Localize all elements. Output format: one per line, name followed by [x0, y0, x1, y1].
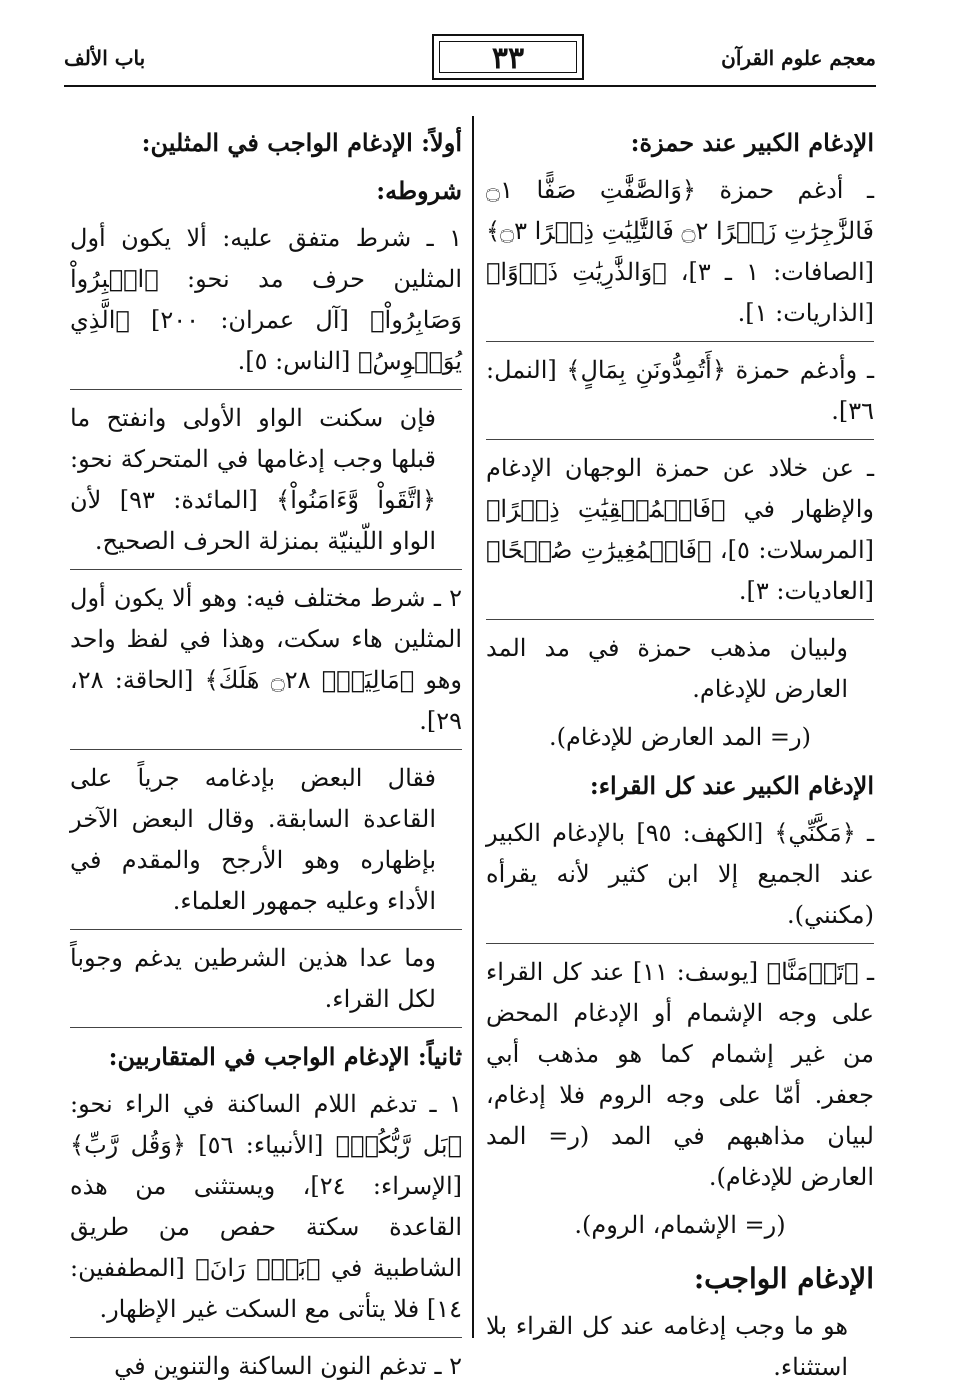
column-divider [472, 116, 474, 1338]
chapter-title: باب الألف [64, 46, 146, 70]
paragraph-rule [486, 341, 874, 342]
section-heading: شروطه: [376, 176, 462, 205]
page-number-frame [432, 34, 584, 80]
page-number: ٣٣ [491, 41, 525, 76]
paragraph-rule [70, 929, 462, 930]
section-heading: الإدغام الكبير عند حمزة: [630, 128, 874, 157]
section-heading: الإدغام الواجب: [693, 1262, 874, 1295]
paragraph: (ر= المد العارض للإدغام). [549, 723, 811, 751]
section-heading: أولاً: الإدغام الواجب في المثلين: [141, 128, 462, 157]
paragraph: ـ ﴿تَأۡمَنَّا﴾ [يوسف: ١١] عند كل القراء على وجه الإشمام أو الإدغام المحض من غير إشمام كما هو مذهب أبي جعفر. أمّا على وجه الروم فلا إدغام، لبيان مذاهبهم في المد (ر= المد العارض للإدغام). [486, 958, 875, 1191]
paragraph-rule [70, 749, 462, 750]
paragraph: ـ وأدغم حمزة ﴿أَتُمِدُّونَنِ بِمَالٍ﴾ [النمل: ٣٦]. [486, 356, 874, 425]
paragraph: ٢ ـ تدغم النون الساكنة والتنوين في [114, 1352, 462, 1380]
section-heading: الإدغام الكبير عند كل القراء: [589, 771, 874, 800]
page-header [64, 34, 876, 88]
paragraph: فقال البعض بإدغامه جرياً على القاعدة السابقة. وقال البعض الآخر بإظهاره وهو الأرجح والمقدم في الأداء وعليه جمهور العلماء. [70, 764, 436, 915]
book-title: معجم علوم القرآن [721, 46, 876, 70]
right-column [486, 122, 874, 1395]
left-column [70, 122, 462, 1394]
paragraph: فإن سكنت الواو الأولى وانفتح ما قبلها وجب إدغامها في المتحركة نحو: ﴿اتَّقَواْ وَّءَامَنُواْ﴾ [المائدة: ٩٣] لأن الواو اللّينيّة بمنزلة الحرف الصحيح. [70, 404, 436, 555]
paragraph-rule [70, 1027, 462, 1028]
paragraph: ٢ ـ شرط مختلف فيه: وهو ألا يكون أول المثلين هاء سكت، وهذا في لفظ واحد وهو ﴿مَالِيَهۡۜ ۝٢٨ هَلَكَ﴾ [الحاقة: ٢٨، ٢٩]. [70, 584, 462, 735]
paragraph: هو ما وجب إدغامه عند كل القراء بلا استثناء. [486, 1312, 848, 1381]
paragraph-rule [486, 439, 874, 440]
paragraph: وما عدا هذين الشرطين يدغم وجوباً لكل القراء. [70, 944, 436, 1013]
header-rule [64, 85, 876, 87]
paragraph: ١ ـ تدغم اللام الساكنة في الراء نحو: ﴿بَل رَّبُّكُمۡ﴾ [الأنبياء: ٥٦] ﴿وَقُل رَّبِّ﴾ [الإسراء: ٢٤]، ويستثنى من هذه القاعدة سكتة حفص من طريق الشاطبية في ﴿بَلۡۜ رَانَ﴾ [المطففين: ١٤] فلا يتأتى مع السكت غير الإظهار. [70, 1090, 462, 1323]
paragraph-rule [70, 569, 462, 570]
paragraph-rule [486, 943, 874, 944]
paragraph: ـ أدغم حمزة ﴿وَالصَّٰفَّٰتِ صَفًّا ۝١ فَالزَّٰجِرَٰتِ زَجۡرًا ۝٢ فَالتَّٰلِيَٰتِ ذِكۡرًا ۝٣﴾ [الصافات: ١ ـ ٣]، ﴿وَالذَّٰرِيَٰتِ ذَرۡوًا﴾ [الذاريات: ١]. [486, 176, 874, 327]
paragraph: ـ ﴿مَكَّنِّي﴾ [الكهف: ٩٥] بالإدغام الكبير عند الجميع إلا ابن كثير لأنه يقرأه (مكنني). [486, 819, 875, 929]
section-heading: ثانياً: الإدغام الواجب في المتقاربين: [108, 1042, 462, 1071]
paragraph-rule [486, 619, 874, 620]
paragraph: ١ ـ شرط متفق عليه: ألا يكون أول المثلين حرف مد نحو: ﴿اصۡبِرُواْ وَصَابِرُواْ﴾ [آل عمران: ٢٠٠] ﴿الَّذِي يُوَسۡوِسُ﴾ [الناس: ٥]. [70, 224, 462, 375]
paragraph-rule [70, 389, 462, 390]
paragraph: (ر= الإشمام، الروم). [574, 1211, 786, 1239]
paragraph-rule [70, 1337, 462, 1338]
paragraph: ـ عن خلاد عن حمزة الوجهان الإدغام والإظهار في ﴿فَالۡمُلۡقِيَٰتِ ذِكۡرًا﴾ [المرسلات: ٥]، ﴿فَالۡمُغِيرَٰتِ صُبۡحًا﴾ [العاديات: ٣]. [486, 454, 874, 605]
paragraph: ولبيان مذهب حمزة في مد المد العارض للإدغام. [486, 634, 848, 703]
